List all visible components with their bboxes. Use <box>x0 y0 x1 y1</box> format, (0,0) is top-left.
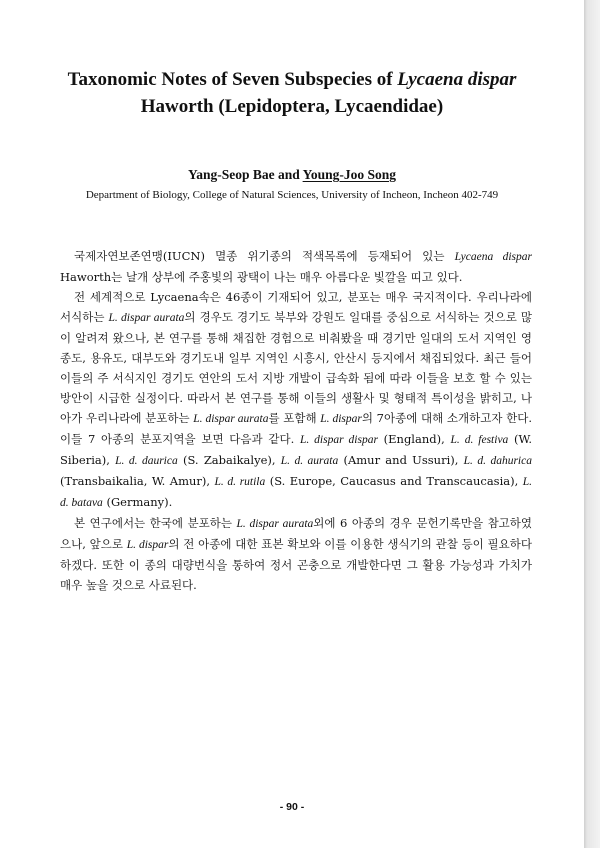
title-species-name: Lycaena dispar <box>397 69 517 90</box>
abstract-body <box>60 246 532 595</box>
author-first: Yang-Seop Bae <box>187 167 275 182</box>
author-joiner: and <box>274 167 303 182</box>
author-corresponding: Young-Joo Song <box>302 167 397 182</box>
paragraph-3: 본 연구에서는 한국에 분포하는 L. dispar aurata외에 6 아종의 경우 문헌기록만을 참고하였으나, 앞으로 L. dispar의 전 아종에 대한 표본 확보와 이를 이용한 생식기의 관찰 등이 필요하다 하겠다. 또한 이 종의 대량번식을 통하여 정서 곤충으로 개발한다면 그 활용 가능성과 가치가 매우 높을 것으로 사료된다. <box>60 516 533 592</box>
paragraph-1: 국제자연보존연맹(IUCN) 멸종 위기종의 적색목록에 등재되어 있는 Lycaena dispar Haworth는 날개 상부에 주홍빛의 광택이 나는 매우 아름다운 빛깔을 띠고 있다. <box>60 249 532 284</box>
affiliation: Department of Biology, College of Natural Sciences, University of Incheon, Incheon 402-749 <box>85 189 499 201</box>
title-line-1: Taxonomic Notes of Seven Subspecies of Lycaena dispar <box>67 69 517 90</box>
title-line-2: Haworth (Lepidoptera, Lycaendidae) <box>140 96 444 117</box>
paragraph-2: 전 세계적으로 Lycaena속은 46종이 기재되어 있고, 분포는 매우 국지적이다. 우리나라에 서식하는 L. dispar aurata의 경우도 경기도 북부와 강원도 일대를 중심으로 서식하는 것으로 많이 알려져 왔으나, 본 연구를 통해 채집한 경험으로 비춰봤을 때 경기만 일대의 도서 지역인 영종도, 용유도, 대부도와 경기도내 일부 지역인 시흥시, 안산시 등지에서 채집되었다. 최근 들어 이들의 주 서식지인 경기도 연안의 도서 지방 개발이 급속화 됨에 따라 이들을 보호 할 수 있는 방안이 시급한 실정이다. 따라서 본 연구를 통해 이들의 생활사 및 형태적 특이성을 밝히고, 나아가 우리나라에 분포하는 L. dispar aurata를 포함해 L. dispar의 7아종에 대해 소개하고자 한다. 이들 7 아종의 분포지역을 보면 다음과 같다. L. dispar dispar (England), L. d. festiva (W. Siberia), L. d. daurica (S. Zabaikalye), L. d. aurata (Amur and Ussuri), L. d. dahurica (Transbaikalia, W. Amur), L. d. rutila (S. Europe, Caucasus and Transcaucasia), L. d. batava (Germany). <box>60 290 533 509</box>
page-number: - 90 - <box>279 801 305 813</box>
author-line <box>60 166 524 184</box>
page-edge-shadow <box>584 0 600 848</box>
paper-title <box>60 66 524 120</box>
